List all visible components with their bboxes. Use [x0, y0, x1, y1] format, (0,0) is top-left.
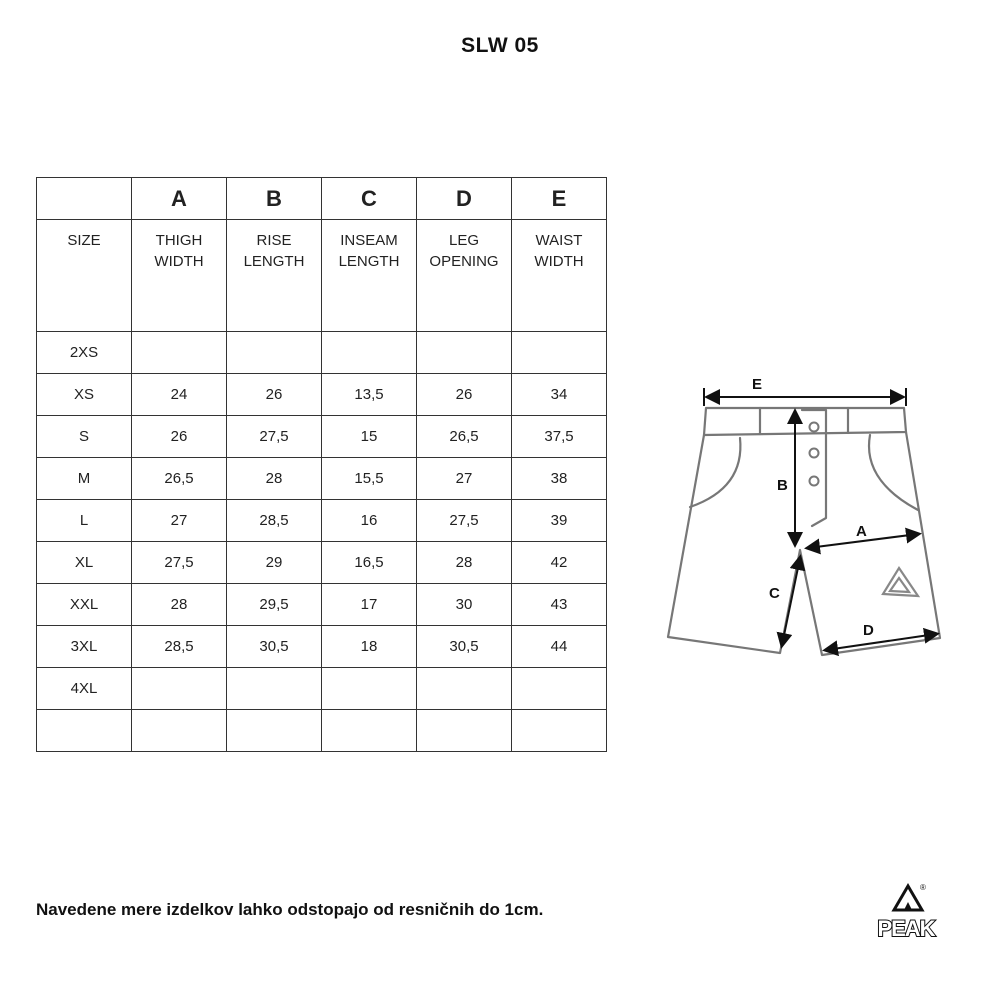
- measurement-cell: 30,5: [417, 626, 512, 668]
- measurement-cell: 15,5: [322, 458, 417, 500]
- measurement-cell: [512, 668, 607, 710]
- measurement-cell: [322, 332, 417, 374]
- label-b: B: [777, 477, 788, 494]
- right-pocket: [869, 435, 918, 510]
- table-row: [37, 416, 607, 458]
- measure-c-arrow: [782, 558, 800, 645]
- measurement-cell: 38: [512, 458, 607, 500]
- measurement-cell: 27,5: [417, 500, 512, 542]
- column-header: [132, 220, 227, 332]
- measurement-cell: 30: [417, 584, 512, 626]
- table-row: [37, 332, 607, 374]
- measurement-cell: [512, 710, 607, 752]
- measurement-cell: [132, 710, 227, 752]
- measurement-cell: 26,5: [132, 458, 227, 500]
- measurement-cell: [322, 668, 417, 710]
- measurement-cell: 28: [132, 584, 227, 626]
- measure-letter: A: [132, 178, 227, 220]
- measurement-cell: [417, 332, 512, 374]
- label-a: A: [856, 523, 867, 540]
- column-header-line: OPENING: [429, 253, 499, 270]
- measurement-cell: 28: [227, 458, 322, 500]
- measurement-cell: [322, 710, 417, 752]
- size-cell: XS: [37, 374, 132, 416]
- table-row: [37, 374, 607, 416]
- measurement-cell: 18: [322, 626, 417, 668]
- measurement-cell: 13,5: [322, 374, 417, 416]
- column-header-line: WIDTH: [154, 253, 204, 270]
- label-e: E: [752, 376, 763, 393]
- size-cell: M: [37, 458, 132, 500]
- measurement-cell: [132, 332, 227, 374]
- measurement-cell: 30,5: [227, 626, 322, 668]
- measure-letter: E: [512, 178, 607, 220]
- measure-letter: D: [417, 178, 512, 220]
- measurement-cell: 28,5: [132, 626, 227, 668]
- measurement-cell: [417, 710, 512, 752]
- table-row: [37, 710, 607, 752]
- corner-cell: [37, 178, 132, 220]
- column-header-line: THIGH: [155, 232, 203, 249]
- measurement-cell: [227, 332, 322, 374]
- measurement-cell: 42: [512, 542, 607, 584]
- measurement-cell: 26: [227, 374, 322, 416]
- shorts-waistband: [704, 408, 906, 435]
- column-header-line: LEG: [448, 232, 479, 249]
- button: [810, 449, 819, 458]
- measurement-cell: 43: [512, 584, 607, 626]
- measurement-cell: 27,5: [227, 416, 322, 458]
- size-cell: 4XL: [37, 668, 132, 710]
- label-d: D: [863, 622, 874, 639]
- measurement-cell: [227, 710, 322, 752]
- measurement-cell: [227, 668, 322, 710]
- measurement-cell: 16,5: [322, 542, 417, 584]
- table-row: [37, 542, 607, 584]
- measurement-cell: 27: [417, 458, 512, 500]
- column-header-line: LENGTH: [243, 253, 305, 270]
- measurement-cell: 26: [132, 416, 227, 458]
- measurement-cell: 37,5: [512, 416, 607, 458]
- measurement-cell: [512, 332, 607, 374]
- button: [810, 477, 819, 486]
- size-cell: 2XS: [37, 332, 132, 374]
- label-c: C: [769, 585, 780, 602]
- svg-text:®: ®: [920, 883, 926, 892]
- size-cell: L: [37, 500, 132, 542]
- column-header: [417, 220, 512, 332]
- document-title: SLW 05: [461, 34, 539, 57]
- measurement-cell: 15: [322, 416, 417, 458]
- measurement-cell: 39: [512, 500, 607, 542]
- column-header: [37, 220, 132, 332]
- measurement-cell: [132, 668, 227, 710]
- measurement-cell: 34: [512, 374, 607, 416]
- measurement-cell: 26: [417, 374, 512, 416]
- size-cell: XXL: [37, 584, 132, 626]
- column-header: [227, 220, 322, 332]
- measurement-cell: 29: [227, 542, 322, 584]
- size-cell: XL: [37, 542, 132, 584]
- column-header-line: WAIST: [535, 232, 583, 249]
- shorts-diagram: [660, 370, 950, 670]
- measure-letter: B: [227, 178, 322, 220]
- table-row: [37, 668, 607, 710]
- measurement-cell: 27,5: [132, 542, 227, 584]
- table-row: [37, 500, 607, 542]
- column-header-line: WIDTH: [534, 253, 584, 270]
- measurement-cell: 28: [417, 542, 512, 584]
- shorts-outline: [668, 432, 940, 655]
- leg-logo-mark: [883, 568, 918, 596]
- measurement-cell: 29,5: [227, 584, 322, 626]
- column-header-line: SIZE: [67, 232, 101, 249]
- table-row: [37, 458, 607, 500]
- column-header: [322, 220, 417, 332]
- measurement-cell: 27: [132, 500, 227, 542]
- measurement-cell: 24: [132, 374, 227, 416]
- column-header: [512, 220, 607, 332]
- measurement-cell: 26,5: [417, 416, 512, 458]
- measurement-cell: [417, 668, 512, 710]
- size-cell: [37, 710, 132, 752]
- peak-logo: [870, 878, 942, 940]
- size-cell: 3XL: [37, 626, 132, 668]
- measurement-cell: 16: [322, 500, 417, 542]
- button: [810, 423, 819, 432]
- size-chart-table: [36, 177, 607, 752]
- column-header-line: RISE: [256, 232, 292, 249]
- svg-text:PEAK: PEAK: [877, 916, 935, 940]
- measurement-cell: 28,5: [227, 500, 322, 542]
- table-row: [37, 584, 607, 626]
- measure-letter: C: [322, 178, 417, 220]
- footnote: Navedene mere izdelkov lahko odstopajo od resničnih do 1cm.: [36, 900, 544, 919]
- size-cell: S: [37, 416, 132, 458]
- column-header-line: INSEAM: [340, 232, 398, 249]
- column-header-line: LENGTH: [338, 253, 400, 270]
- measurement-cell: 44: [512, 626, 607, 668]
- shorts-fly: [802, 410, 826, 526]
- table-row: [37, 626, 607, 668]
- measurement-cell: 17: [322, 584, 417, 626]
